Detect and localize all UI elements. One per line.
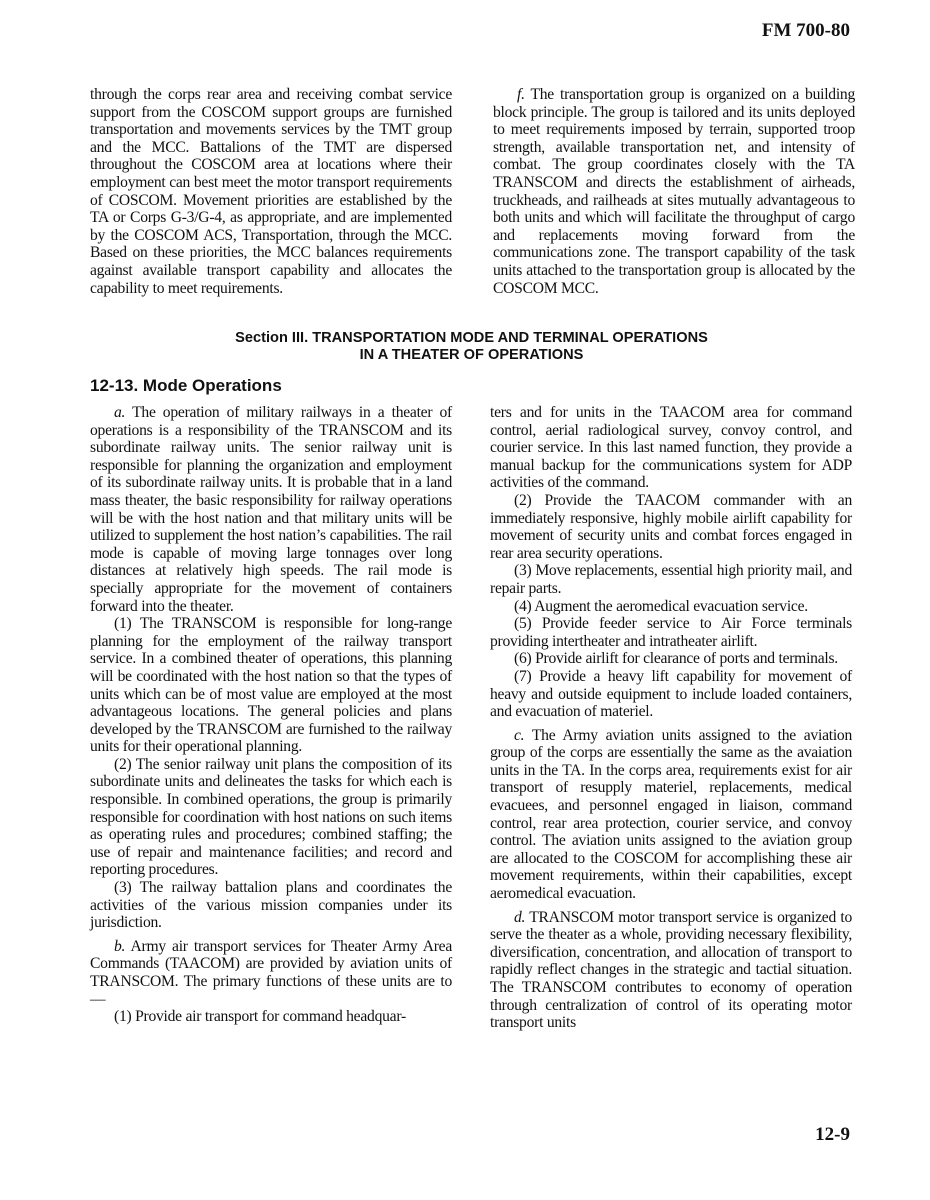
top-left-column [90, 86, 452, 297]
paragraph-b [90, 938, 452, 1008]
paragraph-b6: (6) Provide airlift for clearance of ports and terminals. [514, 650, 838, 668]
section-title-line-1: Section III. TRANSPORTATION MODE AND TERMINAL OPERATIONS [235, 330, 708, 346]
paragraph-d [490, 909, 852, 1032]
paragraph-b-text: Army air transport services for Theater Army Area Commands (TAACOM) are provided by aviation units of TRANSCOM. The primary functions of these units are to — [90, 937, 452, 1008]
section-title [90, 330, 853, 364]
continued-paragraph: through the corps rear area and receiving combat service support from the COSCOM support groups are furnished transportation and movements services by the TMT group and the MCC. Battalions of the TMT are dispersed throughout the COSCOM area at locations where their employment can best meet the motor transport requirements of COSCOM. Movement priorities are established by the TA or Corps G-3/G-4, as appropriate, and are implemented by the COSCOM ACS, Transportation, through the MCC. Based on these priorities, the MCC balances requirements against available transport capability and allocates the capability to meet requirements. [90, 86, 452, 297]
page-number: 12-9 [815, 1124, 850, 1145]
paragraph-a1: (1) The TRANSCOM is responsible for long-range planning for the employment of the railway transport service. In a combined theater of operations, this planning will be coordinated with the host nation so that the types of units which can be of most value are employed at the most advantageous locations. The general policies and plans developed by the TRANSCOM are furnished to the railway units for their operational planning. [90, 615, 452, 756]
paragraph-b5: (5) Provide feeder service to Air Force terminals providing intertheater and intratheater airlift. [490, 615, 852, 650]
paragraph-f-label: f. [517, 86, 525, 103]
paragraph-a3: (3) The railway battalion plans and coordinates the activities of the various mission companies under its jurisdiction. [90, 879, 452, 932]
paragraph-a2: (2) The senior railway unit plans the composition of its subordinate units and delineates the tasks for which each is responsible. In combined operations, the group is primarily responsible for coordination with host nations on such items as operating rules and procedures; combined staffing; the use of repair and maintenance facilities; and record and reporting procedures. [90, 755, 452, 879]
paragraph-b3: (3) Move replacements, essential high priority mail, and repair parts. [490, 562, 852, 597]
paragraph-d-label: d. [514, 908, 526, 926]
paragraph-b7: (7) Provide a heavy lift capability for movement of heavy and outside equipment to include loaded containers, and evacuation of materiel. [490, 667, 852, 721]
paragraph-f-text: The transportation group is organized on a building block principle. The group is tailored and its units deployed to meet requirements imposed by terrain, supported troop strength, available transportation net, and intensity of combat. The group coordinates closely with the TA TRANSCOM and directs the establishment of airheads, truckheads, and railheads at sites mutually advantageous to both units and which will facilitate the throughput of cargo and replacements moving forward from the communications zone. The transport capability of the task units attached to the transportation group is allocated by the COSCOM MCC. [493, 86, 855, 297]
bottom-right-column [490, 404, 852, 1032]
paragraph-b2: (2) Provide the TAACOM commander with an immediately responsive, highly mobile airlift capability for movement of security units and combat forces engaged in rear area security operations. [490, 491, 852, 562]
page-header-doc-id: FM 700-80 [761, 20, 850, 41]
paragraph-b4: (4) Augment the aeromedical evacuation service. [514, 597, 808, 615]
paragraph-b1-continued: ters and for units in the TAACOM area for command control, aerial radiological survey, convoy control, and courier service. In this last named function, they provide a manual backup for the communications system for ADP activities of the command. [490, 404, 852, 492]
paragraph-heading: 12-13. Mode Operations [90, 376, 282, 395]
section-title-line-2: IN A THEATER OF OPERATIONS [359, 347, 584, 363]
paragraph-a-label: a. [114, 404, 126, 421]
paragraph-a [90, 404, 452, 615]
top-right-column [493, 86, 855, 297]
paragraph-f [493, 86, 855, 297]
bottom-left-column [90, 404, 452, 1026]
paragraph-c-text: The Army aviation units assigned to the aviation group of the corps are essentially the same as the avaiation units in the TA. In the corps area, requirements exist for air transport of resupply materiel, replacements, medical evacuees, and personnel engaged in liaison, command control, rear area protection, courier service, and convoy control. The aviation units assigned to the aviation group are allocated to the COSCOM for accomplishing these air movement requirements, within their capabilities, except aeromedical evacuation. [490, 726, 852, 903]
paragraph-a-text: The operation of military railways in a theater of operations is a responsibility of the TRANSCOM and its subordinate railway units. The senior railway unit is responsible for planning the organization and employment of its subordinate railway units. It is probable that in a land mass theater, the basic responsibility for railway operations will be with the host nation and that military units will be utilized to supplement the host nation’s capabilities. The rail mode is capable of moving large tonnages over long distances at relatively high speeds. The rail mode is specially appropriate for the movement of containers forward into the theater. [90, 404, 452, 615]
paragraph-c [490, 727, 852, 903]
paragraph-b-label: b. [114, 937, 126, 955]
paragraph-c-label: c. [514, 726, 525, 744]
paragraph-b1-start: (1) Provide air transport for command headquar- [114, 1008, 406, 1026]
paragraph-d-text: TRANSCOM motor transport service is organized to serve the theater as a whole, providing necessary flexibility, diversification, concentration, and allocation of transport to rapidly reflect changes in the strategic and tactial situation. The TRANSCOM contributes to economy of operation through centralization of control of its operating motor transport units [490, 908, 852, 1032]
